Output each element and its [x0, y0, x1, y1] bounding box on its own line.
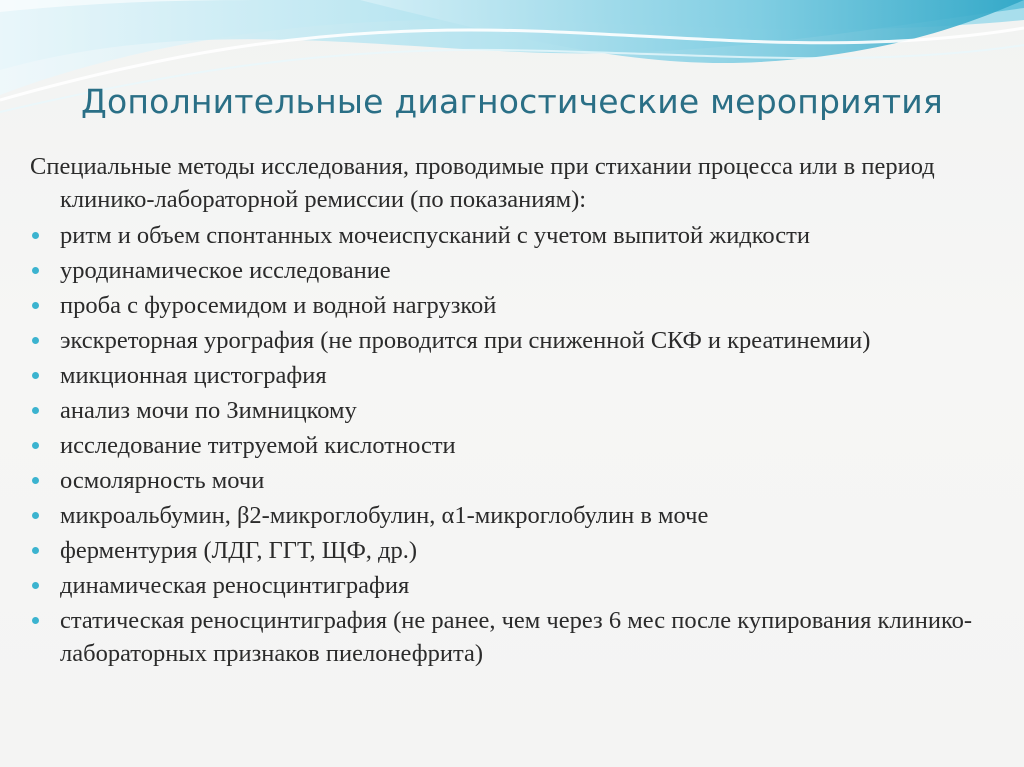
list-item-text: проба с фуросемидом и водной нагрузкой: [60, 292, 497, 319]
bullet-icon: [32, 582, 39, 589]
bullet-icon: [32, 267, 39, 274]
list-item-text: динамическая реносцинтиграфия: [60, 572, 410, 599]
list-item-text: ферментурия (ЛДГ, ГГТ, ЩФ, др.): [60, 537, 418, 564]
slide-content: [30, 150, 1005, 672]
list-item: [30, 464, 1005, 497]
list-item-text: уродинамическое исследование: [60, 257, 391, 284]
list-item: [30, 254, 1005, 287]
bullet-icon: [32, 477, 39, 484]
list-item-text: микционная цистография: [60, 362, 327, 389]
list-item: [30, 219, 1005, 252]
bullet-icon: [32, 442, 39, 449]
bullet-icon: [32, 232, 39, 239]
list-item: [30, 604, 1005, 670]
list-item: [30, 359, 1005, 392]
list-item: [30, 534, 1005, 567]
list-item: [30, 394, 1005, 427]
bullet-icon: [32, 337, 39, 344]
list-item-text: экскреторная урография (не проводится при сниженной СКФ и креатинемии): [60, 327, 871, 354]
list-item-text: микроальбумин, β2-микроглобулин, α1-микроглобулин в моче: [60, 502, 709, 529]
intro-text: Специальные методы исследования, проводимые при стихании процесса или в период клинико-лабораторной ремиссии (по показаниям):: [30, 153, 935, 213]
slide-title: Дополнительные диагностические мероприятия: [81, 82, 943, 121]
list-item: [30, 499, 1005, 532]
list-item: [30, 324, 1005, 357]
list-item-text: исследование титруемой кислотности: [60, 432, 456, 459]
list-item-text: анализ мочи по Зимницкому: [60, 397, 357, 424]
bullet-icon: [32, 407, 39, 414]
bullet-icon: [32, 302, 39, 309]
bullet-icon: [32, 372, 39, 379]
bullet-icon: [32, 512, 39, 519]
bullet-icon: [32, 547, 39, 554]
list-item: [30, 569, 1005, 602]
list-item-text: статическая реносцинтиграфия (не ранее, чем через 6 мес после купирования клинико-лабораторных признаков пиелонефрита): [60, 607, 973, 667]
list-item: [30, 289, 1005, 322]
list-item-text: осмолярность мочи: [60, 467, 265, 494]
list-item-text: ритм и объем спонтанных мочеиспусканий с учетом выпитой жидкости: [60, 222, 810, 249]
bullet-list: [30, 219, 1005, 670]
bullet-icon: [32, 617, 39, 624]
list-item: [30, 429, 1005, 462]
